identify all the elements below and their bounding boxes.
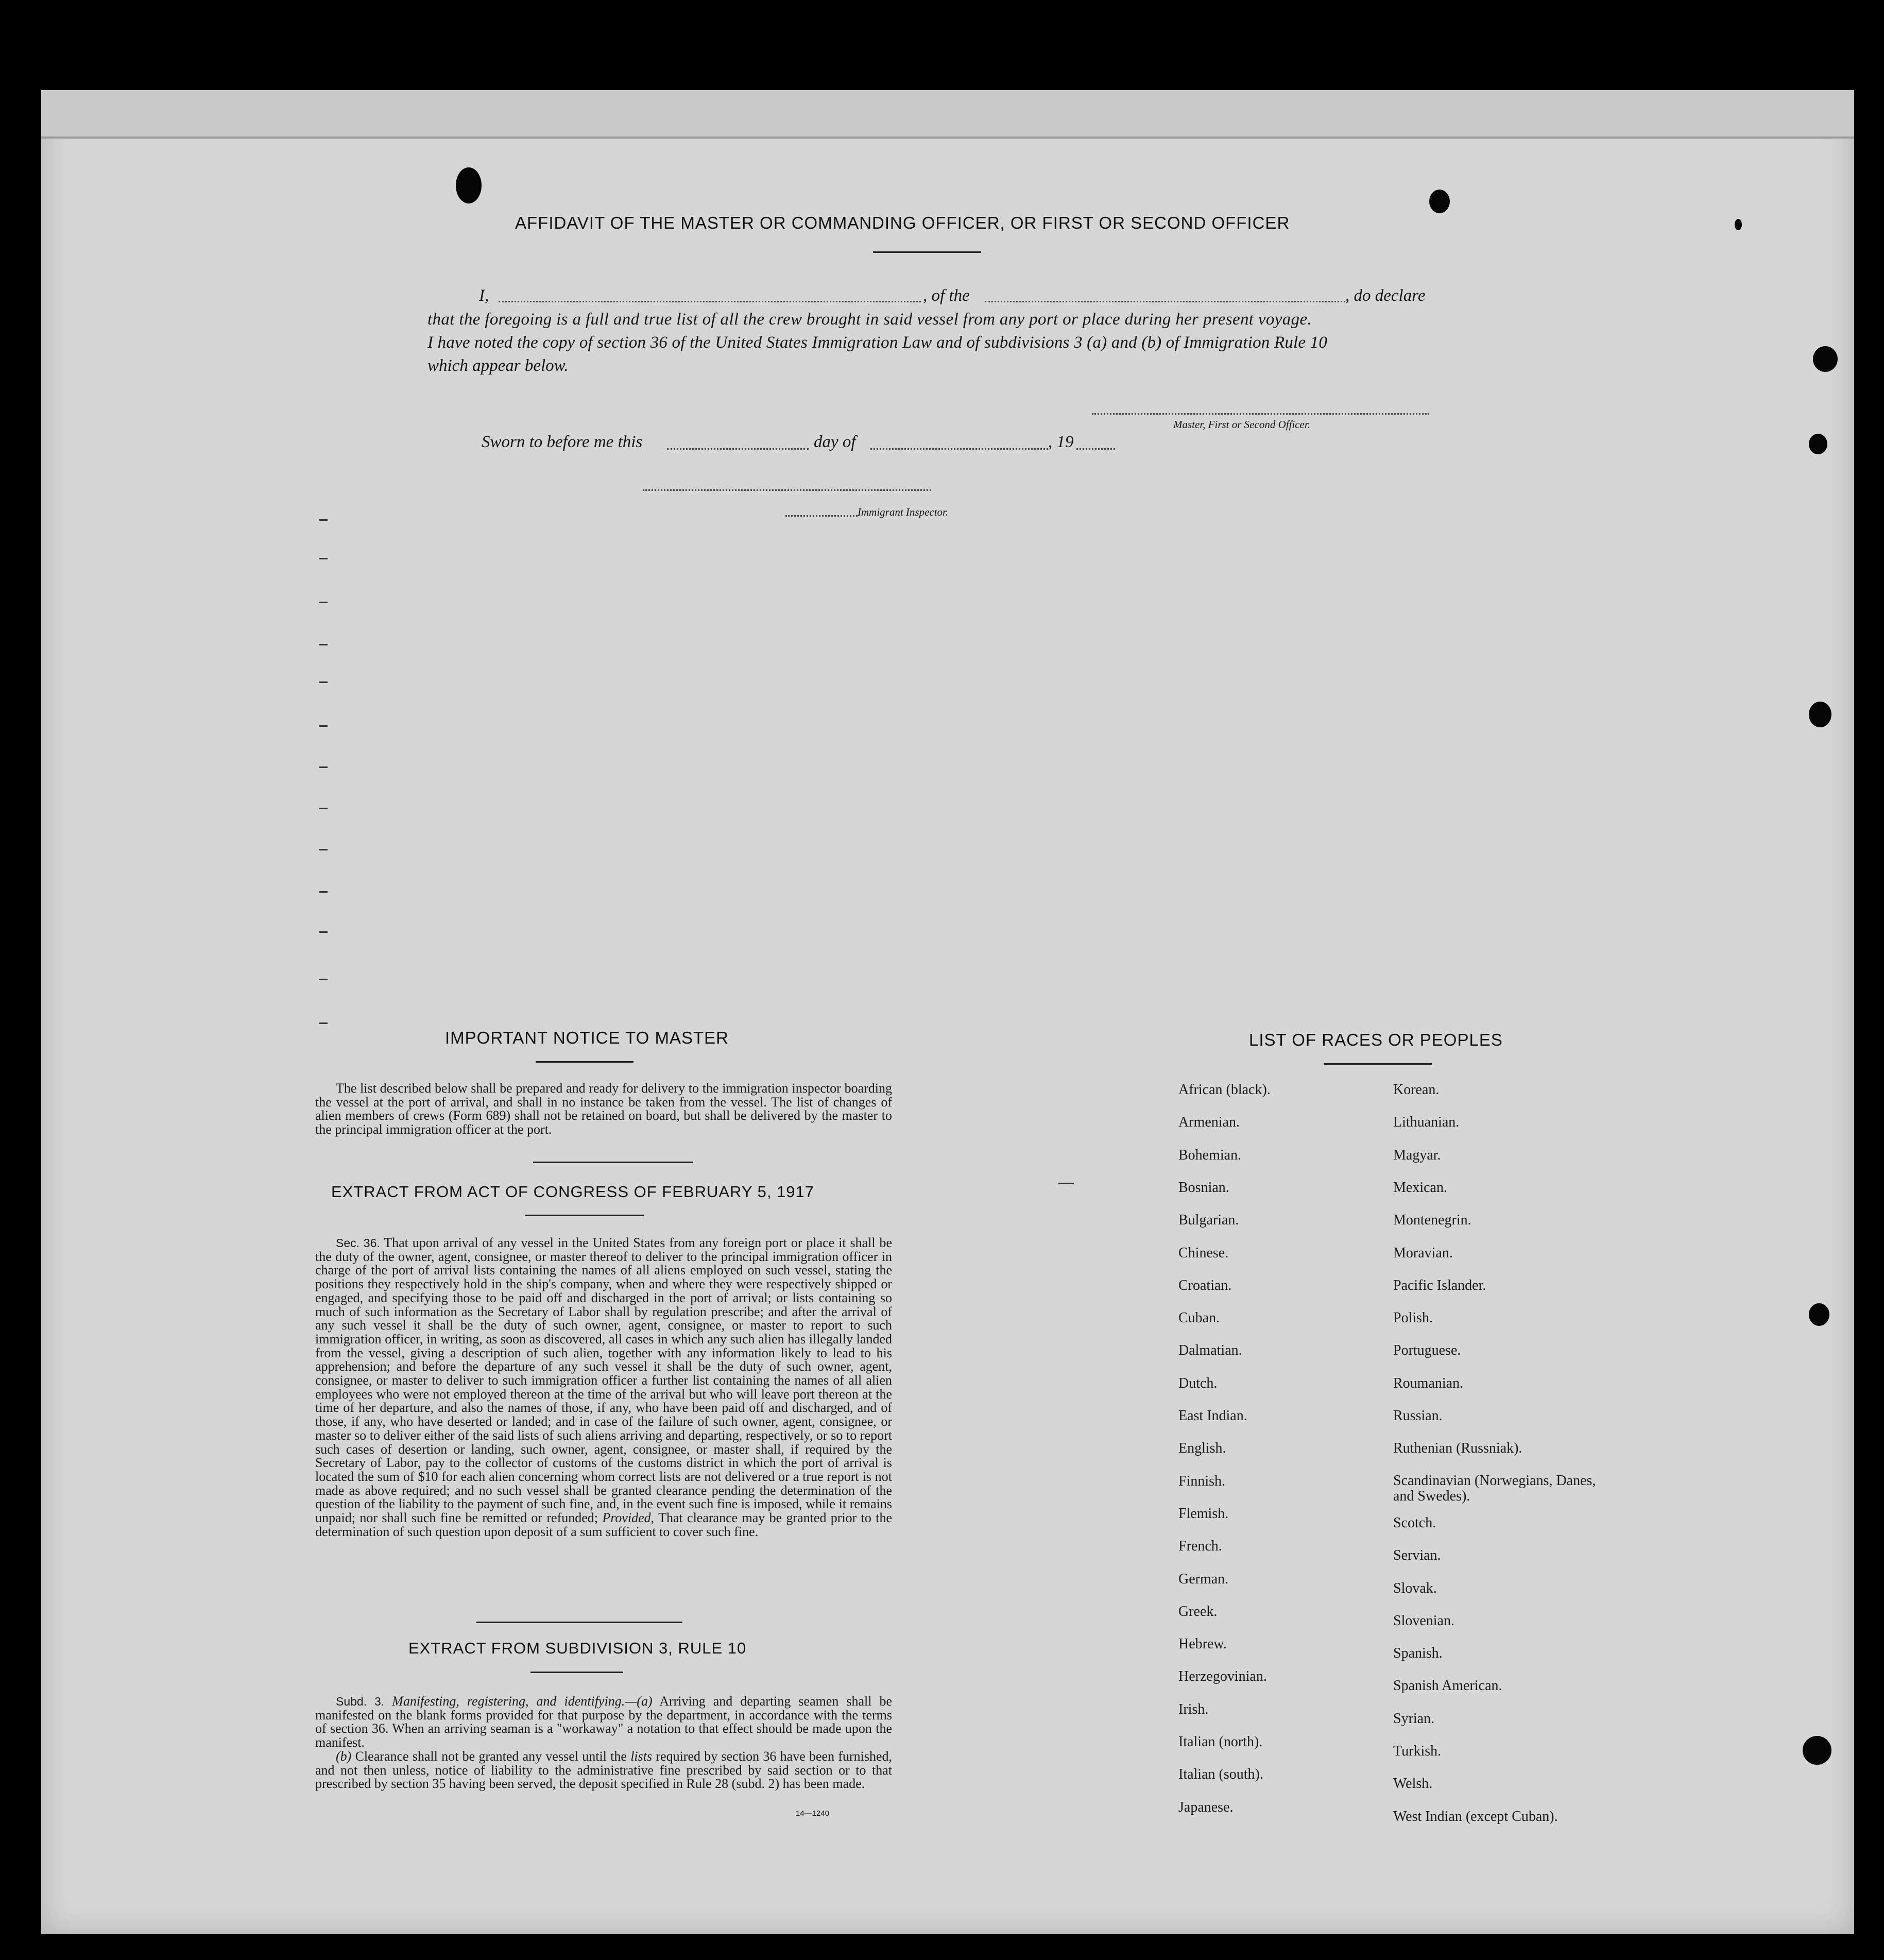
subd-label: Subd. 3. bbox=[336, 1695, 385, 1708]
race-item: Magyar. bbox=[1393, 1147, 1441, 1163]
margin-mark bbox=[319, 849, 328, 850]
sworn-month-blank[interactable] bbox=[870, 448, 1048, 450]
race-item: Italian (north). bbox=[1178, 1734, 1263, 1750]
affidavit-line-2: that the foregoing is a full and true list of all the crew brought in said vessel from any port or place during her present voyage. bbox=[427, 310, 1312, 329]
rule-text-b2: required by section 36 have been furnished, and not then unless, notice of liability to the administrative fine prescribed by said section or to that prescribed by section 35 having been served, the deposit specified in Rule 28 (subd. 2) has been made. bbox=[315, 1748, 893, 1792]
inspector-signature-blank[interactable] bbox=[643, 489, 931, 491]
name-blank[interactable] bbox=[499, 301, 921, 302]
race-item: Lithuanian. bbox=[1393, 1114, 1460, 1131]
affidavit-title: AFFIDAVIT OF THE MASTER OR COMMANDING OFFICER, OR FIRST OR SECOND OFFICER bbox=[515, 213, 1290, 232]
margin-mark bbox=[319, 725, 328, 727]
margin-mark bbox=[319, 808, 328, 809]
provided-label: Provided, bbox=[602, 1510, 655, 1526]
act-text bbox=[315, 1236, 892, 1539]
race-item: Greek. bbox=[1178, 1603, 1218, 1620]
margin-mark bbox=[319, 681, 328, 683]
rule-text bbox=[315, 1695, 892, 1791]
punch-hole bbox=[1803, 1736, 1831, 1765]
notice-title: IMPORTANT NOTICE TO MASTER bbox=[445, 1028, 729, 1047]
race-item: Irish. bbox=[1178, 1701, 1209, 1717]
races-underline bbox=[1324, 1063, 1432, 1065]
margin-mark bbox=[319, 1022, 328, 1024]
race-item: Cuban. bbox=[1178, 1310, 1220, 1326]
race-item: Pacific Islander. bbox=[1393, 1277, 1486, 1293]
folded-top-edge bbox=[41, 90, 1854, 139]
punch-hole bbox=[1429, 190, 1450, 213]
notice-paragraph: The list described below shall be prepared and ready for delivery to the immigration inspector boarding the vessel at the port of arrival, and shall in no instance be taken from the vessel. The list of changes of alien members of crews (Form 689) shall not be retained on board, but shall be delivered by the master to the principal immigration officer at the port. bbox=[315, 1081, 892, 1137]
signature-label: Master, First or Second Officer. bbox=[1173, 418, 1310, 431]
race-item: Japanese. bbox=[1178, 1799, 1234, 1815]
document-page bbox=[41, 90, 1854, 1934]
punch-hole bbox=[1809, 434, 1827, 454]
rule-title: EXTRACT FROM SUBDIVISION 3, RULE 10 bbox=[408, 1639, 747, 1657]
race-item: Welsh. bbox=[1393, 1776, 1433, 1792]
race-item: Syrian. bbox=[1393, 1710, 1435, 1727]
race-item: Spanish. bbox=[1393, 1645, 1443, 1662]
race-item: Slovak. bbox=[1393, 1580, 1437, 1596]
margin-mark bbox=[319, 519, 328, 521]
race-item: Bohemian. bbox=[1178, 1147, 1242, 1163]
affidavit-line-4: which appear below. bbox=[427, 356, 569, 375]
margin-mark bbox=[319, 558, 328, 559]
race-item: African (black). bbox=[1178, 1082, 1271, 1098]
sworn-year-blank[interactable] bbox=[1076, 448, 1115, 450]
sworn-day-blank[interactable] bbox=[667, 448, 809, 450]
race-item: Russian. bbox=[1393, 1408, 1443, 1424]
sworn-day-of: day of bbox=[814, 433, 856, 451]
race-item: Chinese. bbox=[1178, 1245, 1229, 1261]
race-item: Montenegrin. bbox=[1393, 1212, 1471, 1229]
race-item: Croatian. bbox=[1178, 1277, 1232, 1293]
race-item: Finnish. bbox=[1178, 1473, 1226, 1489]
title-underline bbox=[873, 251, 981, 253]
margin-mark bbox=[319, 602, 328, 603]
inspector-short-blank bbox=[785, 515, 858, 517]
form-number: 14—1240 bbox=[796, 1809, 830, 1818]
race-item: Scandinavian (Norwegians, Danes, and Swedes). bbox=[1393, 1472, 1596, 1504]
margin-mark bbox=[319, 931, 328, 933]
margin-mark bbox=[319, 644, 328, 645]
act-rule bbox=[476, 1622, 682, 1623]
affidavit-declare: , do declare bbox=[1345, 286, 1426, 305]
race-item: Dalmatian. bbox=[1178, 1342, 1242, 1359]
rule-text-b1: Clearance shall not be granted any vessel until the bbox=[355, 1748, 627, 1764]
affidavit-line-3: I have noted the copy of section 36 of the United States Immigration Law and of subdivisions 3 (a) and (b) of Immigration Rule 10 bbox=[427, 333, 1328, 352]
sec-label: Sec. 36. bbox=[336, 1236, 380, 1250]
act-title: EXTRACT FROM ACT OF CONGRESS OF FEBRUARY 5, 1917 bbox=[331, 1183, 815, 1201]
rule-text-b-lists: lists bbox=[630, 1748, 653, 1764]
notice-underline bbox=[536, 1061, 633, 1063]
b-label: (b) bbox=[336, 1748, 352, 1764]
punch-hole bbox=[1735, 219, 1742, 230]
race-item: German. bbox=[1178, 1571, 1229, 1587]
affidavit-line-1 bbox=[479, 284, 489, 307]
subd-heading: Manifesting, registering, and identifying.—(a) bbox=[392, 1694, 653, 1709]
punch-hole bbox=[1809, 702, 1831, 727]
race-item: Moravian. bbox=[1393, 1245, 1453, 1261]
race-item: Flemish. bbox=[1178, 1505, 1229, 1522]
vessel-blank[interactable] bbox=[985, 301, 1345, 302]
signature-blank[interactable] bbox=[1092, 413, 1429, 415]
rule-text-a: Arriving and departing seamen shall be manifested on the blank forms provided for that purpose by the department, in accordance with the terms of section 36. When an arriving seaman is a "workaway" a notation to that effect should be made upon the manifest. bbox=[315, 1694, 893, 1750]
rule-underline bbox=[530, 1672, 623, 1673]
provided-text: That clearance may be granted prior to the determination of such question upon deposit of a sum sufficient to cover such fine. bbox=[315, 1510, 892, 1539]
race-item: Roumanian. bbox=[1393, 1375, 1464, 1391]
affidavit-of-the: , of the bbox=[923, 286, 970, 305]
race-item: Dutch. bbox=[1178, 1375, 1218, 1391]
sworn-prefix: Sworn to before me this bbox=[482, 433, 643, 451]
race-item: Herzegovinian. bbox=[1178, 1668, 1267, 1685]
margin-mark bbox=[1058, 1183, 1074, 1184]
margin-mark bbox=[319, 766, 328, 768]
notice-text bbox=[315, 1082, 892, 1137]
race-item: Mexican. bbox=[1393, 1179, 1447, 1196]
race-item: Portuguese. bbox=[1393, 1342, 1461, 1359]
race-item: East Indian. bbox=[1178, 1408, 1247, 1424]
race-item: Bulgarian. bbox=[1178, 1212, 1239, 1229]
act-underline bbox=[525, 1215, 644, 1216]
race-item: Servian. bbox=[1393, 1547, 1441, 1564]
punch-hole bbox=[1813, 346, 1838, 372]
race-item: Bosnian. bbox=[1178, 1179, 1229, 1196]
race-item: West Indian (except Cuban). bbox=[1393, 1808, 1558, 1825]
inspector-label: Immigrant Inspector. bbox=[858, 506, 949, 518]
race-item: Turkish. bbox=[1393, 1743, 1442, 1759]
race-item: Armenian. bbox=[1178, 1114, 1240, 1131]
margin-mark bbox=[319, 891, 328, 893]
punch-hole bbox=[1809, 1303, 1829, 1326]
race-item: Spanish American. bbox=[1393, 1678, 1502, 1694]
punch-hole bbox=[456, 167, 482, 203]
race-item: Hebrew. bbox=[1178, 1636, 1227, 1652]
notice-rule bbox=[533, 1162, 693, 1163]
race-item: French. bbox=[1178, 1538, 1222, 1555]
race-item: Korean. bbox=[1393, 1082, 1440, 1098]
race-item: Ruthenian (Russniak). bbox=[1393, 1440, 1522, 1457]
race-item: Polish. bbox=[1393, 1310, 1433, 1326]
race-item: Slovenian. bbox=[1393, 1612, 1454, 1629]
sworn-year: , 19 bbox=[1048, 433, 1074, 451]
race-item: Italian (south). bbox=[1178, 1766, 1263, 1783]
affidavit-i: I, bbox=[479, 286, 489, 305]
race-item: Scotch. bbox=[1393, 1514, 1436, 1531]
margin-mark bbox=[319, 979, 328, 980]
races-title: LIST OF RACES OR PEOPLES bbox=[1249, 1030, 1503, 1049]
race-item: English. bbox=[1178, 1440, 1226, 1457]
act-paragraph: That upon arrival of any vessel in the United States from any foreign port or place it shall be the duty of the owner, agent, consignee, or master thereof to deliver to the principal immigration officer in charge of the port of arrival lists containing the names of all aliens employed on such vessel, stating the positions they respectively hold in the ship's company, when and where they were respectively shipped or engaged, and specifying those to be paid off and discharged in the port of arrival; or lists containing so much of such information as the Secretary of Labor shall by regulation prescribe; and after the arrival of any such vessel it shall be the duty of such owner, agent, consignee, or master to report to such immigration officer, in writing, as soon as discovered, all cases in which any such alien has illegally landed from the vessel, giving a description of such alien, together with any information likely to lead to his apprehension; and before the departure of any such vessel it shall be the duty of such owner, agent, consignee, or master to deliver to such immigration officer a further list containing the names of all alien employees who were not employed thereon at the time of the arrival but who will leave port thereon at the time of her departure, and also the names of those, if any, who have been paid off and discharged, and of those, if any, who have deserted or landed; and in case of the failure of such owner, agent, consignee, or master so to deliver either of the said lists of such aliens arriving and departing, respectively, or so to report such cases of desertion or landing, such owner, agent, consignee, or master shall, if required by the Secretary of Labor, pay to the collector of customs of the customs district in which the port of arrival is located the sum of $10 for each alien concerning whom correct lists are not delivered or a true report is not made as above required; and no such vessel shall be granted clearance pending the determination of the question of the liability to the payment of such fine, and, in the event such fine is imposed, while it remains unpaid; nor shall such fine be remitted or refunded; bbox=[315, 1235, 892, 1526]
